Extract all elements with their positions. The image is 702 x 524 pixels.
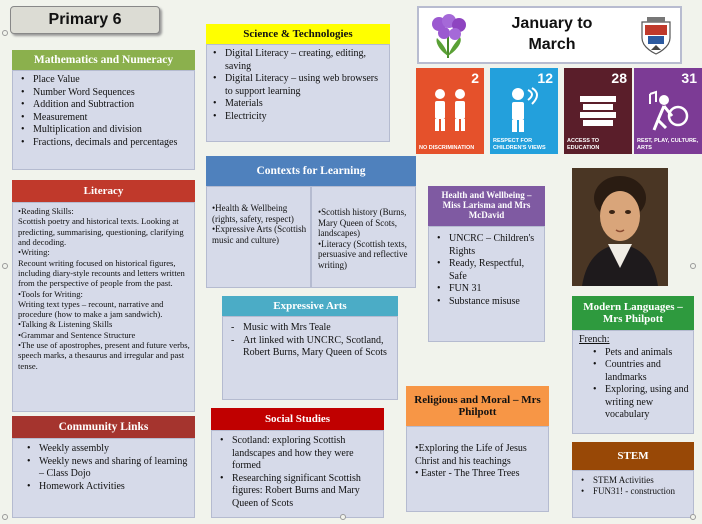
sdg-caption: RESPECT FOR CHILDREN'S VIEWS — [493, 138, 546, 151]
list-item: • UNCRC – Children's Rights — [437, 233, 542, 258]
list-item: • Homework Activities — [27, 481, 190, 494]
contexts-right-item: •Scottish history (Burns, Mary Queen of Scots, landscapes) — [318, 207, 407, 239]
contexts-right-item: •Literacy (Scottish texts, persuasive and reflective writing) — [318, 238, 408, 271]
list-item: • Fractions, decimals and percentages — [21, 137, 190, 150]
science-heading: Science & Technologies — [206, 24, 390, 44]
literacy-line: Writing text types – recount, narrative and procedure (how to make a jam sandwich). — [18, 298, 164, 320]
people-icon — [426, 86, 474, 134]
health-heading: Health and Wellbeing – Miss Larisma and Mrs McDavid — [428, 186, 545, 226]
health-panel — [428, 226, 545, 342]
books-icon — [574, 86, 622, 134]
list-item: - Music with Mrs Teale — [229, 322, 393, 335]
selection-handle — [2, 514, 8, 520]
sdg-caption: REST, PLAY, CULTURE, ARTS — [637, 138, 699, 151]
list-item: • Countries and landmarks — [593, 359, 690, 384]
portrait-figure — [572, 168, 668, 286]
social-heading: Social Studies — [211, 408, 384, 430]
social-list — [212, 431, 383, 510]
religious-panel — [406, 426, 549, 512]
crest-icon — [639, 16, 673, 56]
contexts-panel-left — [206, 186, 311, 288]
list-item: • Weekly assembly — [27, 443, 190, 456]
page-title: Primary 6 — [48, 11, 122, 28]
list-item: • FUN 31 — [437, 283, 542, 296]
list-item: • Substance misuse — [437, 296, 542, 309]
list-item: • Scotland: exploring Scottish landscapes and how they were formed — [220, 435, 380, 473]
sdg-number: 12 — [537, 70, 553, 86]
literacy-line: •Grammar and Sentence Structure — [18, 329, 136, 340]
sdg-tile-12 — [490, 68, 558, 154]
title-box — [10, 6, 160, 34]
science-list — [207, 45, 389, 123]
literacy-line: •Talking & Listening Skills — [18, 319, 113, 330]
list-item: • Researching significant Scottish figures: Robert Burns and Mary Queen of Scots — [220, 473, 380, 511]
languages-subheading: French: — [579, 334, 610, 345]
term-banner — [417, 6, 682, 64]
contexts-left-item: •Health & Wellbeing (rights, safety, respect) — [212, 203, 294, 224]
community-heading: Community Links — [12, 416, 195, 438]
list-item: - Art linked with UNCRC, Scotland, Robert Burns, Mary Queen of Scots — [229, 335, 393, 360]
music-play-icon — [644, 86, 692, 134]
contexts-heading: Contexts for Learning — [206, 156, 416, 186]
literacy-line: •Writing: — [18, 247, 50, 258]
portrait-image — [572, 168, 668, 286]
stem-panel — [572, 470, 694, 518]
math-heading: Mathematics and Numeracy — [12, 50, 195, 70]
stem-heading: STEM — [572, 442, 694, 470]
list-item: • Number Word Sequences — [21, 87, 190, 100]
list-item: • Weekly news and sharing of learning – Class Dojo — [27, 456, 190, 481]
literacy-line: •Tools for Writing: — [18, 288, 83, 299]
literacy-heading: Literacy — [12, 180, 195, 202]
literacy-text — [13, 203, 194, 371]
stem-list — [573, 471, 693, 497]
sdg-tile-28 — [564, 68, 632, 154]
science-panel — [206, 44, 390, 142]
selection-handle — [690, 263, 696, 269]
sdg-number: 31 — [681, 70, 697, 86]
expressive-list — [223, 317, 397, 360]
list-item: • Digital Literacy – creating, editing, saving — [213, 48, 385, 73]
sdg-number: 2 — [471, 70, 479, 86]
expressive-heading: Expressive Arts — [222, 296, 398, 316]
list-item: • Multiplication and division — [21, 124, 190, 137]
speaking-child-icon — [500, 86, 548, 134]
list-item: • Exploring, using and writing new vocabulary — [593, 384, 690, 422]
community-panel — [12, 438, 195, 518]
term-line-1: January to — [511, 15, 593, 32]
list-item: • Electricity — [213, 111, 385, 124]
literacy-panel — [12, 202, 195, 412]
sdg-tile-31 — [634, 68, 702, 154]
religious-line: • Easter - The Three Trees — [415, 468, 520, 479]
sdg-tile-2 — [416, 68, 484, 154]
selection-handle — [690, 514, 696, 520]
languages-list — [579, 347, 690, 422]
sdg-caption: ACCESS TO EDUCATION — [567, 138, 600, 151]
selection-handle — [2, 30, 8, 36]
list-item: • Place Value — [21, 74, 190, 87]
list-item: • Ready, Respectful, Safe — [437, 258, 542, 283]
list-item: • Pets and animals — [593, 347, 690, 360]
expressive-panel — [222, 316, 398, 400]
languages-panel — [572, 330, 694, 434]
list-item: • Measurement — [21, 112, 190, 125]
list-item: • Addition and Subtraction — [21, 99, 190, 112]
sdg-caption: NO DISCRIMINATION — [419, 144, 475, 151]
community-list — [13, 439, 194, 493]
contexts-left-item: •Expressive Arts (Scottish music and culture) — [212, 224, 307, 245]
literacy-line: •Reading Skills: — [18, 206, 74, 216]
term-line-2: March — [528, 35, 576, 53]
math-panel — [12, 70, 195, 170]
sdg-number: 28 — [611, 70, 627, 86]
literacy-line: Scottish poetry and historical texts. Looking at predicting, summarising, questioning, clarifying and decoding. — [18, 216, 184, 247]
health-list — [429, 227, 544, 308]
list-item: • STEM Activities — [581, 475, 690, 486]
social-panel — [211, 430, 384, 518]
list-item: • Digital Literacy – using web browsers to support learning — [213, 73, 385, 98]
contexts-panel-right — [311, 186, 416, 288]
literacy-line: Recount writing focused on historical figures, including diary-style recounts and letters written from the perspective of people from the past. — [18, 257, 185, 289]
list-item: • Materials — [213, 98, 385, 111]
flower-icon — [427, 12, 471, 60]
literacy-line: •The use of apostrophes, present and future verbs, speech marks, a thesaurus and irregular and past tense. — [18, 340, 190, 371]
math-list — [13, 71, 194, 150]
religious-line: •Exploring the Life of Jesus Christ and his teachings — [415, 443, 527, 467]
religious-heading: Religious and Moral – Mrs Philpott — [406, 386, 549, 426]
list-item: • FUN31! - construction — [581, 486, 690, 497]
selection-handle — [340, 514, 346, 520]
selection-handle — [2, 263, 8, 269]
languages-heading: Modern Languages – Mrs Philpott — [572, 296, 694, 330]
